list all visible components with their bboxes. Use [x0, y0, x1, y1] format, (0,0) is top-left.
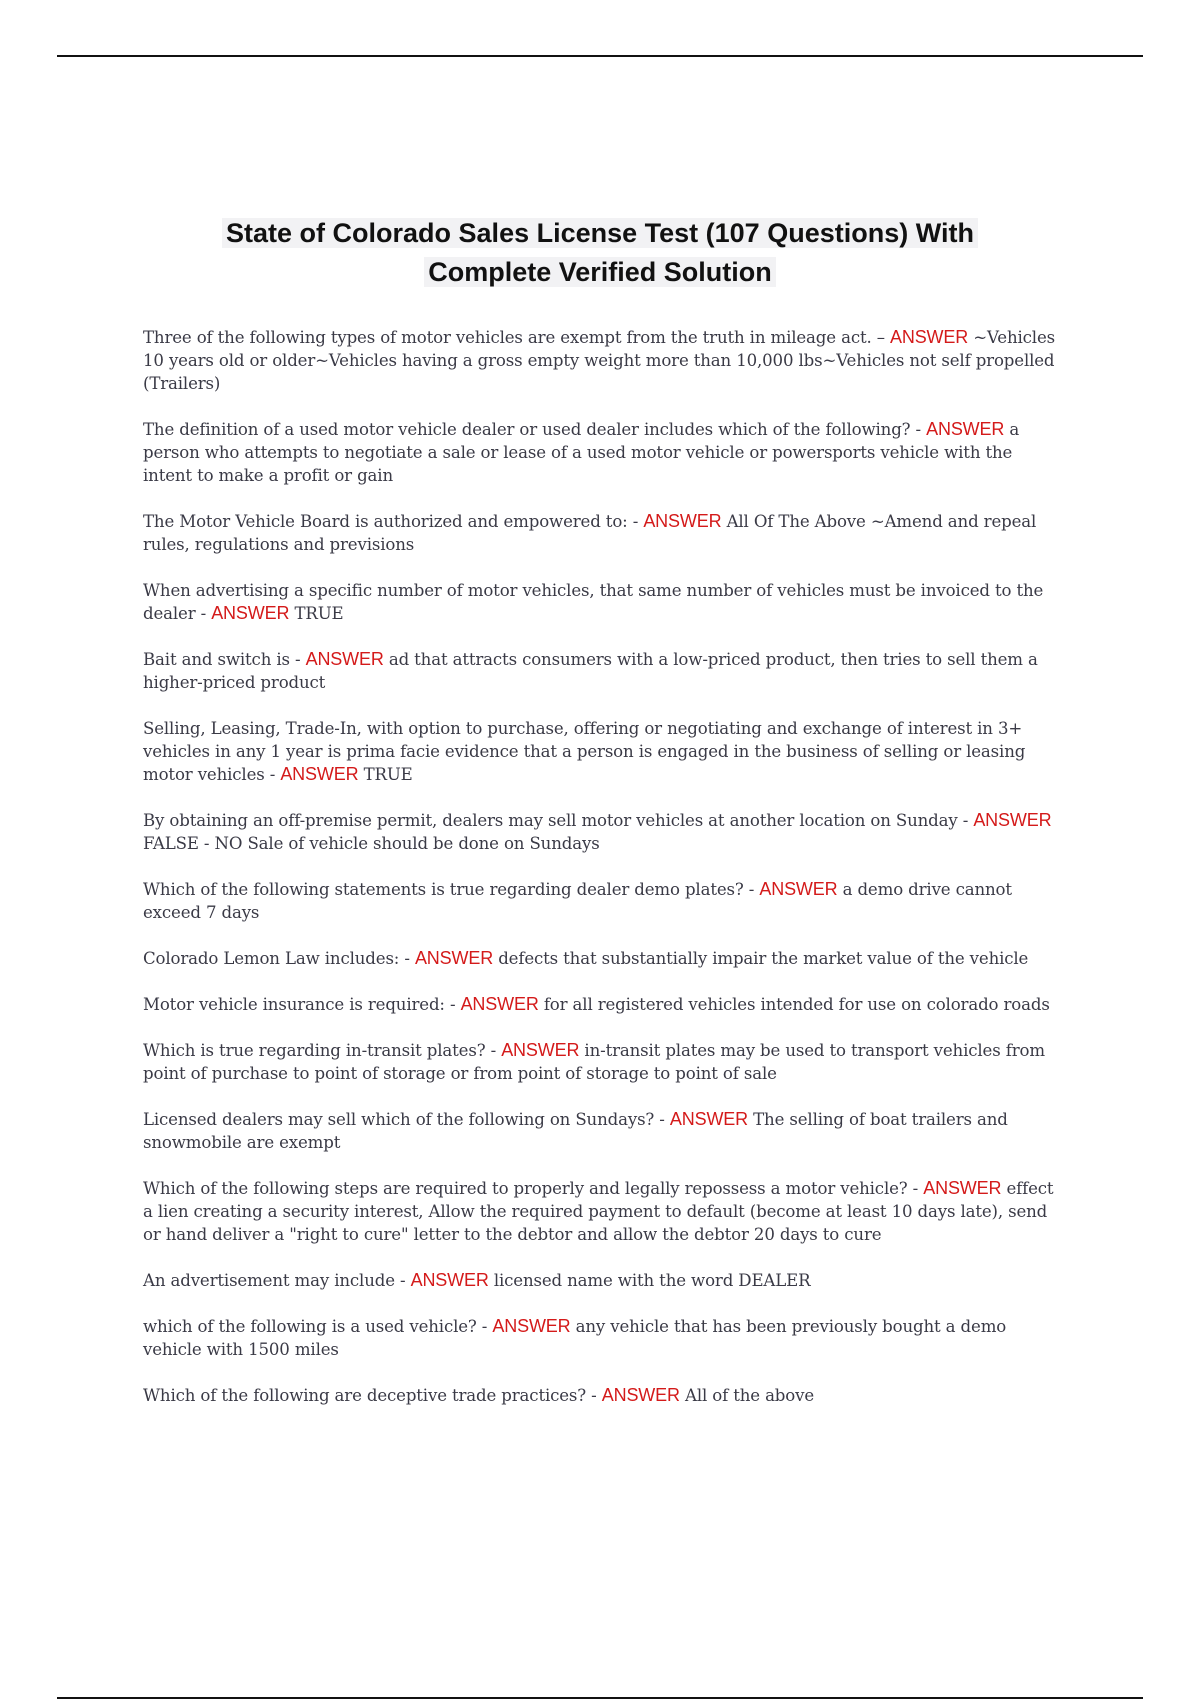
answer-text: ~Vehicles 10 years old or older~Vehicles having a gross empty weight more than 10,000 lbs~Vehicles not self propelled (Trailers): [143, 328, 1055, 393]
answer-label: ANSWER: [643, 511, 722, 531]
question-text: Motor vehicle insurance is required: -: [143, 995, 456, 1014]
answer-label: ANSWER: [501, 1040, 580, 1060]
answer-label: ANSWER: [414, 948, 494, 968]
question-text: Licensed dealers may sell which of the following on Sundays? -: [143, 1110, 665, 1129]
qa-item: [143, 648, 1058, 694]
answer-label: ANSWER: [492, 1316, 571, 1336]
qa-item: [143, 1177, 1058, 1246]
answer-label: ANSWER: [305, 649, 384, 669]
qa-item: [143, 510, 1058, 556]
qa-item: [143, 418, 1058, 487]
qa-list: [143, 326, 1058, 1430]
answer-label: ANSWER: [410, 1270, 489, 1290]
answer-text: All Of The Above ~Amend and repeal rules, regulations and previsions: [143, 512, 1037, 554]
answer-label: ANSWER: [759, 879, 838, 899]
answer-text: defects that substantially impair the market value of the vehicle: [498, 949, 1029, 968]
answer-label: ANSWER: [973, 810, 1052, 830]
answer-label: ANSWER: [601, 1385, 680, 1405]
qa-item: [143, 717, 1058, 786]
answer-text: The selling of boat trailers and snowmobile are exempt: [143, 1110, 1008, 1152]
qa-item: [143, 809, 1058, 855]
qa-item: [143, 1384, 1058, 1407]
question-text: The Motor Vehicle Board is authorized and empowered to: -: [143, 512, 639, 531]
header-rule: [57, 55, 1143, 57]
answer-text: All of the above: [684, 1386, 815, 1405]
question-text: An advertisement may include -: [143, 1271, 406, 1290]
answer-text: ad that attracts consumers with a low-priced product, then tries to sell them a higher-priced product: [143, 650, 1038, 692]
answer-label: ANSWER: [923, 1178, 1002, 1198]
answer-text: a person who attempts to negotiate a sale or lease of a used motor vehicle or powersports vehicle with the intent to make a profit or gain: [143, 420, 1020, 485]
answer-text: any vehicle that has been previously bought a demo vehicle with 1500 miles: [143, 1317, 1007, 1359]
qa-item: [143, 1315, 1058, 1361]
qa-item: [143, 579, 1058, 625]
question-text: When advertising a specific number of motor vehicles, that same number of vehicles must be invoiced to the dealer -: [143, 581, 1044, 623]
answer-label: ANSWER: [890, 327, 969, 347]
question-text: Which is true regarding in-transit plates? -: [143, 1041, 497, 1060]
answer-label: ANSWER: [280, 764, 359, 784]
title-line-2: Complete Verified Solution: [424, 257, 776, 287]
answer-text: TRUE: [294, 604, 344, 623]
question-text: Which of the following are deceptive trade practices? -: [143, 1386, 597, 1405]
answer-text: a demo drive cannot exceed 7 days: [143, 880, 1012, 922]
answer-label: ANSWER: [669, 1109, 748, 1129]
question-text: Which of the following statements is true regarding dealer demo plates? -: [143, 880, 755, 899]
question-text: Three of the following types of motor vehicles are exempt from the truth in mileage act. –: [143, 328, 885, 347]
question-text: Selling, Leasing, Trade-In, with option to purchase, offering or negotiating and exchange of interest in 3+ vehicles in any 1 year is prima facie evidence that a person is engaged in the business of selling or leasing motor vehicles -: [143, 719, 1026, 784]
answer-text: TRUE: [363, 765, 413, 784]
question-text: Colorado Lemon Law includes: -: [143, 949, 410, 968]
qa-item: [143, 326, 1058, 395]
qa-item: [143, 1108, 1058, 1154]
question-text: which of the following is a used vehicle? -: [143, 1317, 488, 1336]
qa-item: [143, 993, 1058, 1016]
answer-text: FALSE - NO Sale of vehicle should be done on Sundays: [143, 834, 600, 853]
document-title: [145, 214, 1055, 292]
question-text: By obtaining an off-premise permit, dealers may sell motor vehicles at another location on Sunday -: [143, 811, 969, 830]
title-line-1: State of Colorado Sales License Test (107 Questions) With: [222, 218, 978, 248]
qa-item: [143, 1039, 1058, 1085]
question-text: The definition of a used motor vehicle dealer or used dealer includes which of the following? -: [143, 420, 921, 439]
qa-item: [143, 1269, 1058, 1292]
answer-text: in-transit plates may be used to transport vehicles from point of purchase to point of storage or from point of storage to point of sale: [143, 1041, 1045, 1083]
question-text: Bait and switch is -: [143, 650, 301, 669]
footer-rule: [57, 1697, 1143, 1699]
qa-item: [143, 947, 1058, 970]
answer-text: licensed name with the word DEALER: [493, 1271, 811, 1290]
answer-text: for all registered vehicles intended for use on colorado roads: [543, 995, 1050, 1014]
answer-label: ANSWER: [460, 994, 539, 1014]
qa-item: [143, 878, 1058, 924]
question-text: Which of the following steps are required to properly and legally repossess a motor vehicle? -: [143, 1179, 919, 1198]
answer-label: ANSWER: [211, 603, 290, 623]
answer-text: effect a lien creating a security interest, Allow the required payment to default (become at least 10 days late), send or hand deliver a "right to cure" letter to the debtor and allow the debtor 20 days to cure: [143, 1179, 1054, 1244]
answer-label: ANSWER: [926, 419, 1005, 439]
